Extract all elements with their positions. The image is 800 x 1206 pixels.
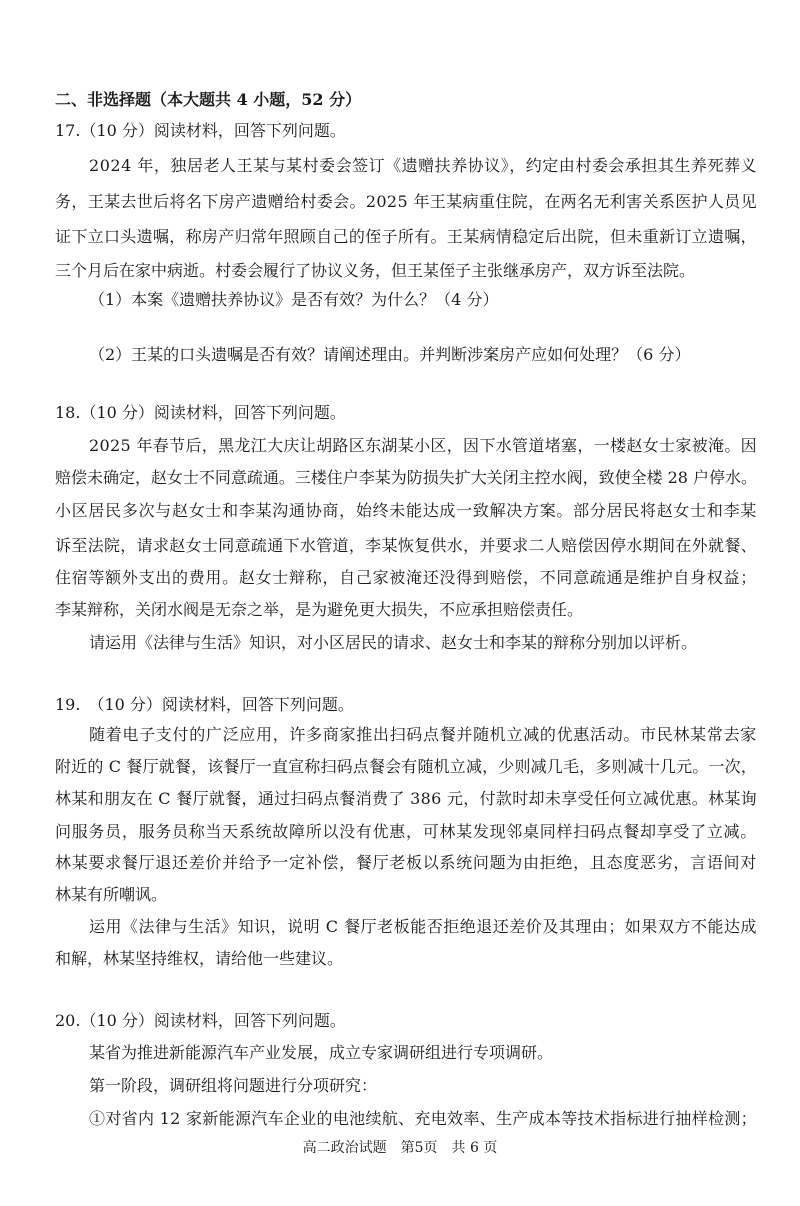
paragraph-line: 李某辩称，关闭水阀是无奈之举，是为避免更大损失，不应承担赔偿责任。 [55, 600, 584, 619]
paragraph-line: 第一阶段，调研组将问题进行分项研究： [89, 1076, 378, 1095]
paragraph-line: 赔偿未确定，赵女士不同意疏通。三楼住户李某为防损失扩大关闭主控水阀，致使全楼 28 户停水。 [55, 468, 757, 487]
question-title: 20.（10 分）阅读材料，回答下列问题。 [55, 1011, 346, 1030]
paragraph-line: 问服务员，服务员称当天系统故障所以没有优惠，可林某发现邻桌同样扫码点餐却享受了立减。 [55, 822, 757, 841]
paragraph-line: 务，王某去世后将名下房产遗赠给村委会。2025 年王某病重住院，在两名无利害关系医护人员见 [55, 192, 757, 211]
question-title: 18.（10 分）阅读材料，回答下列问题。 [55, 403, 346, 422]
paragraph-line: 林某和朋友在 C 餐厅就餐，通过扫码点餐消费了 386 元，付款时却未享受任何立减优惠。林某询 [55, 789, 757, 808]
question-prompt: 请运用《法律与生活》知识，对小区居民的请求、赵女士和李某的辩称分别加以评析。 [89, 633, 698, 652]
paragraph-line: ①对省内 12 家新能源汽车企业的电池续航、充电效率、生产成本等技术指标进行抽样检测； [89, 1109, 757, 1128]
paragraph-line: 诉至法院，请求赵女士同意疏通下水管道，李某恢复供水，并要求二人赔偿因停水期间在外就餐、 [55, 536, 757, 555]
question-prompt: 运用《法律与生活》知识，说明 C 餐厅老板能否拒绝退还差价及其理由；如果双方不能达成 [89, 917, 757, 936]
paragraph-line: 2025 年春节后，黑龙江大庆让胡路区东湖某小区，因下水管道堵塞，一楼赵女士家被淹。因 [89, 436, 757, 455]
paragraph-line: 小区居民多次与赵女士和李某沟通协商，始终未能达成一致解决方案。部分居民将赵女士和李某 [55, 501, 757, 520]
paragraph-line: 三个月后在家中病逝。村委会履行了协议义务，但王某侄子主张继承房产，双方诉至法院。 [55, 261, 696, 280]
sub-question-1: （1）本案《遗赠扶养协议》是否有效？为什么？（4 分） [89, 290, 499, 309]
paragraph-line: 林某有所嘲讽。 [55, 885, 168, 904]
paragraph-line: 2024 年，独居老人王某与某村委会签订《遗赠扶养协议》，约定由村委会承担其生养死葬义 [89, 156, 757, 175]
section-heading: 二、非选择题（本大题共 4 小题，52 分） [55, 90, 362, 109]
paragraph-line: 林某要求餐厅退还差价并给予一定补偿，餐厅老板以系统问题为由拒绝，且态度恶劣，言语间对 [55, 853, 757, 872]
page-footer: 高二政治试题 第5页 共 6 页 [302, 1140, 498, 1156]
paragraph-line: 证下立口头遗嘱，称房产归常年照顾自己的侄子所有。王某病情稳定后出院，但未重新订立遗嘱， [55, 227, 757, 246]
question-title: 19. （10 分）阅读材料，回答下列问题。 [55, 695, 354, 714]
paragraph-line: 住宿等额外支出的费用。赵女士辩称，自己家被淹还没得到赔偿，不同意疏通是维护自身权益； [55, 568, 757, 587]
paragraph-line: 随着电子支付的广泛应用，许多商家推出扫码点餐并随机立减的优惠活动。市民林某常去家 [89, 725, 757, 744]
paragraph-line: 某省为推进新能源汽车产业发展，成立专家调研组进行专项调研。 [89, 1043, 554, 1062]
question-prompt: 和解，林某坚持维权，请给他一些建议。 [55, 949, 344, 968]
sub-question-2: （2）王某的口头遗嘱是否有效？请阐述理由。并判断涉案房产应如何处理？（6 分） [89, 345, 691, 364]
paragraph-line: 附近的 C 餐厅就餐，该餐厅一直宣称扫码点餐会有随机立减，少则减几毛，多则减十几元。一次， [55, 757, 757, 776]
question-title: 17.（10 分）阅读材料，回答下列问题。 [55, 121, 346, 140]
